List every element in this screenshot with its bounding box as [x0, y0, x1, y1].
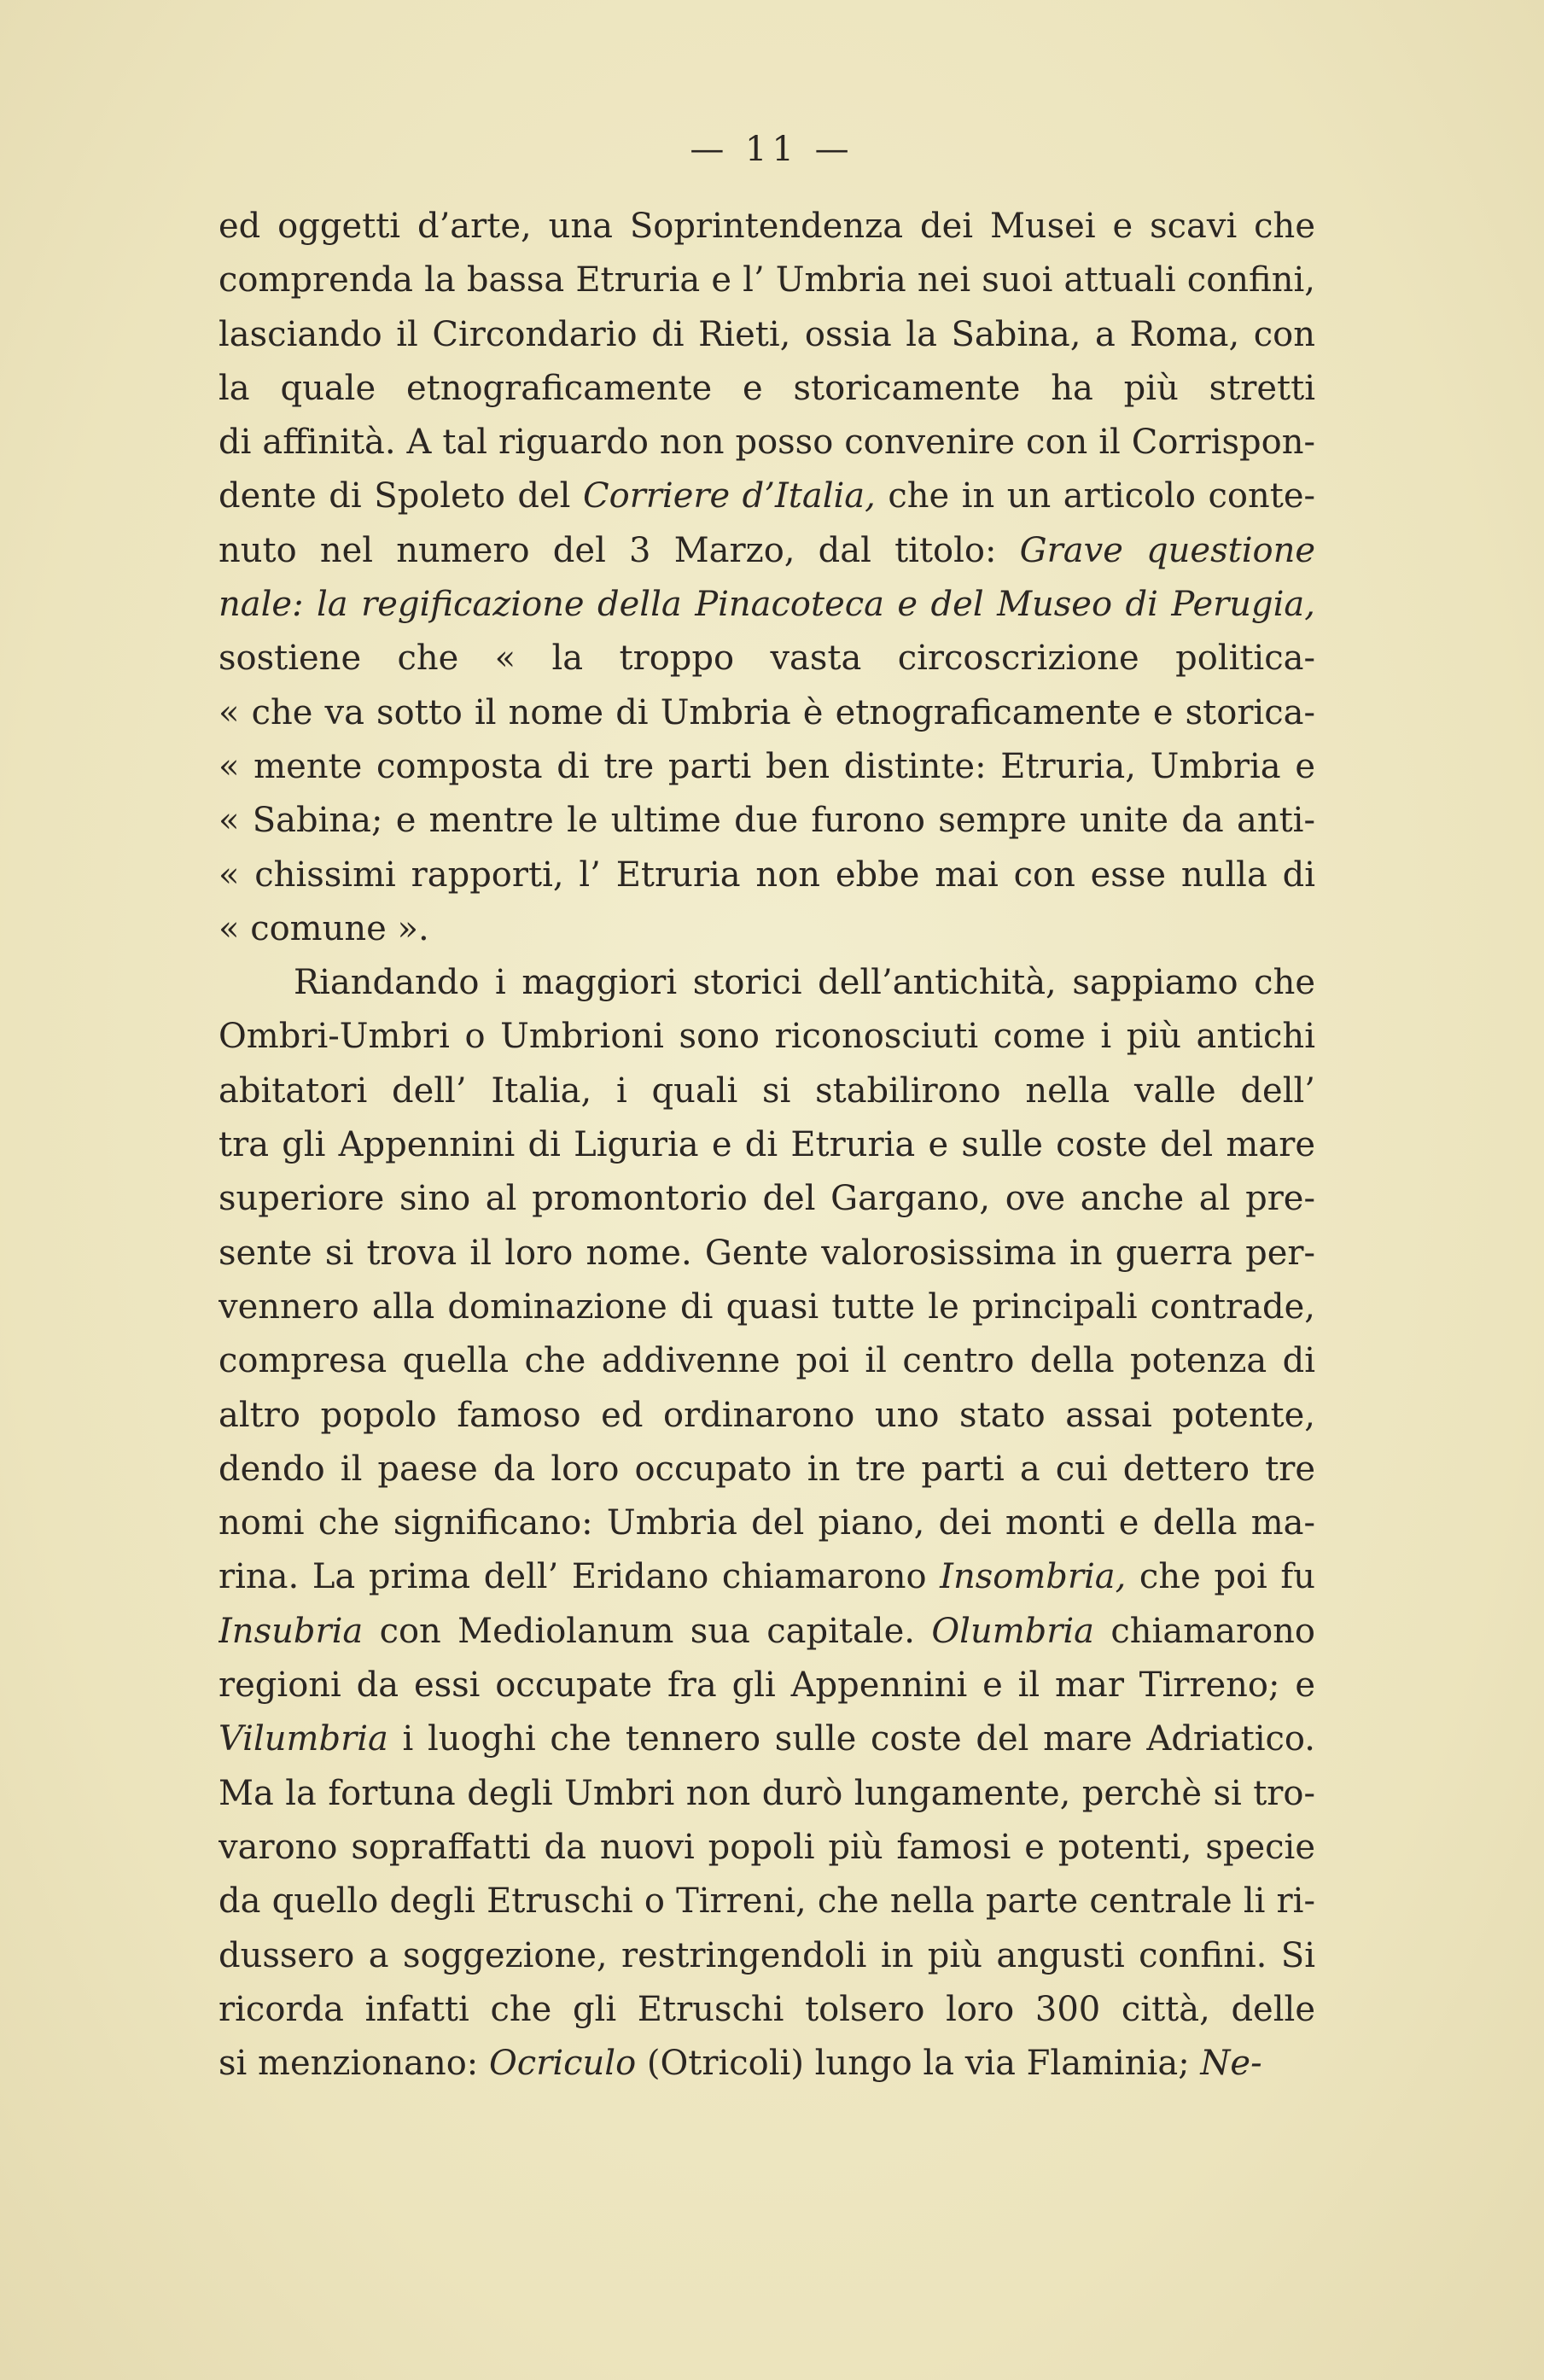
text-run: la quale etnograficamente e storicamente ha più stretti: [218, 368, 1315, 408]
text-line: [218, 470, 1315, 523]
page-number: — 11 —: [690, 130, 854, 169]
text-run: Ma la fortuna degli Umbri non durò lungamente, perchè si tro-: [218, 1773, 1315, 1813]
text-run: comprenda la bassa Etruria e l’ Umbria nei suoi attuali confini,: [218, 260, 1315, 300]
text-run: ed oggetti d’arte, una Soprintendenza dei Musei e scavi che: [218, 207, 1315, 246]
text-line: [218, 686, 1315, 740]
text-line: [218, 956, 1315, 1010]
text-run: di affinità. A tal riguardo non posso convenire con il Corrispon-: [218, 423, 1315, 463]
text-run: sente si trova il loro nome. Gente valorosissima in guerra per-: [218, 1233, 1315, 1273]
text-line: [218, 1821, 1315, 1875]
text-run: che in un articolo conte-: [875, 476, 1315, 516]
paragraph: [218, 956, 1315, 2091]
text-line: [218, 1659, 1315, 1712]
text-run: chiamarono: [1110, 1611, 1315, 1651]
italic-text: Vilumbria: [218, 1719, 388, 1759]
text-line: [218, 1010, 1315, 1064]
text-line: [218, 902, 1315, 956]
text-line: [218, 2037, 1315, 2091]
body-text: [218, 200, 1315, 2091]
text-line: [218, 1767, 1315, 1821]
text-run: Ombri-Umbri o Umbrioni sono riconosciuti come i più antichi: [218, 1017, 1315, 1057]
text-line: [218, 578, 1315, 632]
text-run: superiore sino al promontorio del Gargano, ove anche al pre-: [218, 1179, 1315, 1219]
text-line: [218, 416, 1315, 470]
text-line: [218, 1389, 1315, 1443]
text-run: sostiene che « la troppo vasta circoscrizione politica-: [218, 639, 1315, 679]
italic-text: Insubria: [218, 1611, 364, 1651]
italic-text: Grave questione: [1019, 530, 1315, 570]
text-run: i luoghi che tennero sulle coste del mare Adriatico.: [387, 1719, 1315, 1759]
text-run: nomi che significano: Umbria del piano, dei monti e della ma-: [218, 1503, 1315, 1543]
text-line: [218, 1334, 1315, 1388]
italic-text: Olumbria: [931, 1611, 1095, 1651]
italic-text: Ne-: [1200, 2044, 1262, 2084]
text-run: altro popolo famoso ed ordinarono uno stato assai potente,: [218, 1395, 1315, 1435]
text-line: [218, 1172, 1315, 1226]
text-run: ricorda infatti che gli Etruschi tolsero loro 300 città, delle: [218, 1989, 1315, 2029]
text-line: [218, 632, 1315, 685]
text-line: [218, 1443, 1315, 1496]
text-line: [218, 1712, 1315, 1766]
text-run: « comune ».: [218, 908, 429, 948]
text-run: lasciando il Circondario di Rieti, ossia la Sabina, a Roma, con: [218, 314, 1315, 354]
text-line: [218, 1065, 1315, 1118]
text-line: [218, 794, 1315, 848]
text-line: [218, 1227, 1315, 1280]
text-run: da quello degli Etruschi o Tirreni, che nella parte centrale li ri-: [218, 1881, 1315, 1922]
text-run: abitatori dell’ Italia, i quali si stabilirono nella valle dell’: [218, 1070, 1315, 1111]
italic-text: Insombria,: [940, 1557, 1127, 1597]
text-run: Riandando i maggiori storici dell’antichità, sappiamo che: [294, 963, 1315, 1003]
text-line: [218, 1118, 1315, 1172]
text-line: [218, 740, 1315, 794]
text-run: si menzionano:: [218, 2044, 489, 2084]
text-line: [218, 524, 1315, 578]
text-line: [218, 849, 1315, 902]
text-line: [218, 1496, 1315, 1550]
text-line: [218, 1280, 1315, 1334]
italic-text: Corriere d’Italia,: [582, 476, 876, 516]
text-line: [218, 1550, 1315, 1604]
text-run: tra gli Appennini di Liguria e di Etruria e sulle coste del mare: [218, 1125, 1315, 1165]
text-run: (Otricoli) lungo la via Flaminia;: [636, 2044, 1201, 2084]
text-run: vennero alla dominazione di quasi tutte le principali contrade,: [218, 1286, 1315, 1327]
text-run: nuto nel numero del 3 Marzo, dal titolo:: [218, 530, 1020, 570]
paragraph: [218, 200, 1315, 956]
text-line: [218, 362, 1315, 416]
text-line: [218, 308, 1315, 362]
text-run: dente di Spoleto del: [218, 476, 583, 516]
text-run: « Sabina; e mentre le ultime due furono sempre unite da anti-: [218, 801, 1315, 841]
text-run: rina. La prima dell’ Eridano chiamarono: [218, 1557, 941, 1597]
text-run: con Mediolanum sua capitale.: [363, 1611, 932, 1651]
text-line: [218, 254, 1315, 307]
text-run: « che va sotto il nome di Umbria è etnograficamente e storica-: [218, 692, 1315, 732]
text-line: [218, 200, 1315, 254]
text-line: [218, 1605, 1315, 1659]
text-run: regioni da essi occupate fra gli Appennini e il mar Tirreno; e: [218, 1665, 1315, 1706]
text-run: varono sopraffatti da nuovi popoli più famosi e potenti, specie: [218, 1827, 1315, 1867]
text-run: che poi fu: [1126, 1557, 1315, 1597]
text-line: [218, 1983, 1315, 2037]
italic-text: Ocriculo: [489, 2044, 637, 2084]
text-run: dussero a soggezione, restringendoli in più angusti confini. Si: [218, 1935, 1315, 1975]
text-run: « mente composta di tre parti ben distinte: Etruria, Umbria e: [218, 746, 1315, 786]
italic-text: nale: la regificazione della Pinacoteca e del Museo di Perugia,: [218, 585, 1315, 625]
text-line: [218, 1929, 1315, 1983]
text-run: dendo il paese da loro occupato in tre parti a cui dettero tre: [218, 1449, 1315, 1489]
text-run: « chissimi rapporti, l’ Etruria non ebbe mai con esse nulla di: [218, 855, 1315, 895]
text-line: [218, 1875, 1315, 1928]
text-run: compresa quella che addivenne poi il centro della potenza di: [218, 1341, 1315, 1381]
